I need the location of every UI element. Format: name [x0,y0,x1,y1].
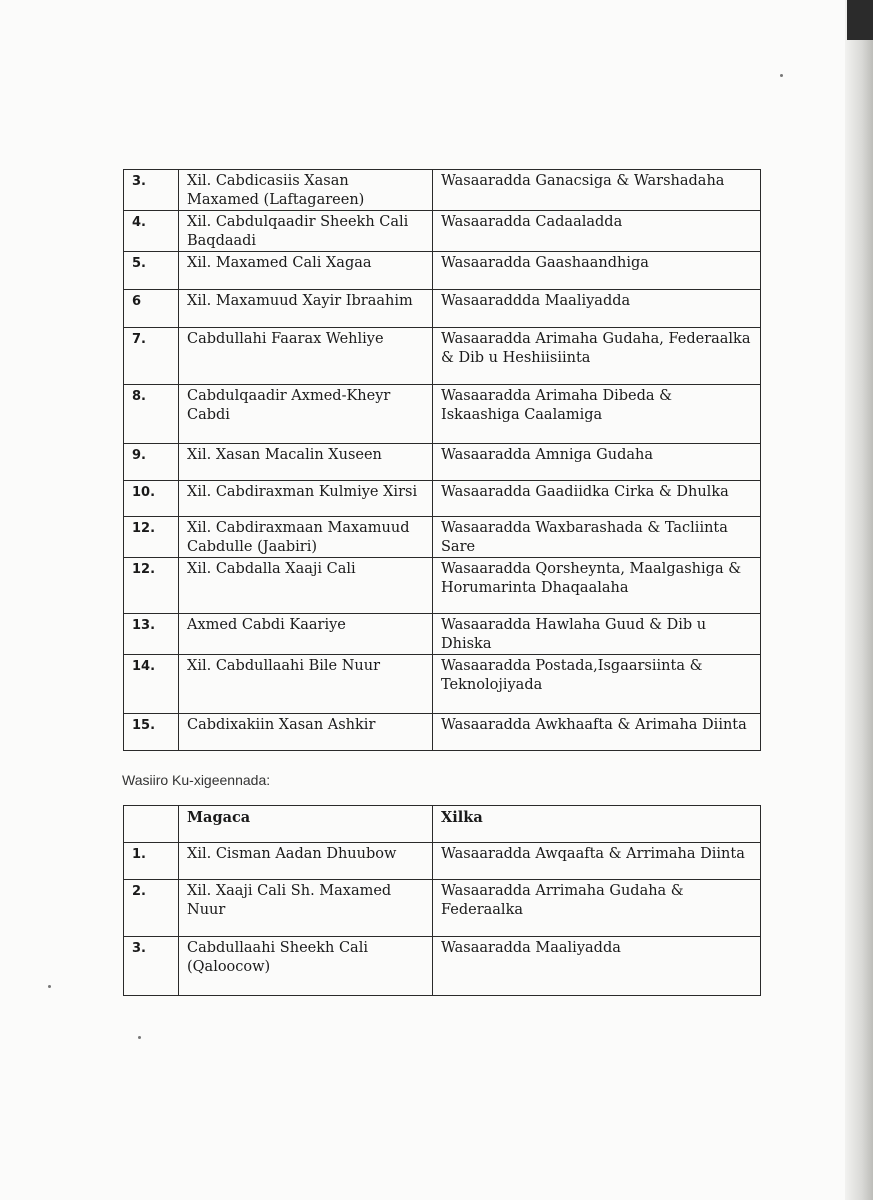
row-number: 2. [124,880,179,937]
table-row [124,170,761,211]
table-row [124,290,761,328]
row-number: 12. [124,558,179,614]
scan-corner-mark [847,0,873,40]
deputy-minister-name: Xil. Xaaji Cali Sh. Maxamed Nuur [179,880,433,937]
minister-name: Cabdulqaadir Axmed-Kheyr Cabdi [179,385,433,444]
ministry-name: Wasaaradda Arimaha Gudaha, Federaalka & Dib u Heshiisiinta [433,328,761,385]
table-row [124,655,761,714]
table-header-row [124,806,761,843]
table-row [124,880,761,937]
header-ministry: Xilka [433,806,761,843]
ministry-name: Wasaaradda Amniga Gudaha [433,444,761,481]
deputy-ministers-table [123,805,761,996]
table-row [124,328,761,385]
row-number: 7. [124,328,179,385]
ministry-name: Wasaaradda Gaadiidka Cirka & Dhulka [433,481,761,517]
table-row [124,558,761,614]
ministry-name: Wasaaradda Awkhaafta & Arimaha Diinta [433,714,761,751]
row-number: 13. [124,614,179,655]
minister-name: Xil. Maxamed Cali Xagaa [179,252,433,290]
ministry-name: Wasaaradda Postada,Isgaarsiinta & Teknolojiyada [433,655,761,714]
minister-name: Xil. Cabdalla Xaaji Cali [179,558,433,614]
ministry-name: Wasaaradda Qorsheynta, Maalgashiga & Horumarinta Dhaqaalaha [433,558,761,614]
row-number: 14. [124,655,179,714]
row-number: 3. [124,170,179,211]
minister-name: Xil. Cabdulqaadir Sheekh Cali Baqdaadi [179,211,433,252]
deputy-minister-name: Cabdullaahi Sheekh Cali (Qaloocow) [179,937,433,996]
minister-name: Xil. Cabdiraxmaan Maxamuud Cabdulle (Jaabiri) [179,517,433,558]
section-label-deputy-ministers: Wasiiro Ku-xigeennada: [122,772,271,788]
ministry-name: Wasaaradda Ganacsiga & Warshadaha [433,170,761,211]
table-row [124,843,761,880]
ministers-table [123,169,761,751]
table-row [124,385,761,444]
table-row [124,714,761,751]
row-number: 9. [124,444,179,481]
scan-speck [780,74,783,77]
ministry-name: Wasaaradda Arrimaha Gudaha & Federaalka [433,880,761,937]
ministry-name: Wasaaradda Waxbarashada & Tacliinta Sare [433,517,761,558]
table-row [124,252,761,290]
minister-name: Cabdullahi Faarax Wehliye [179,328,433,385]
table-row [124,211,761,252]
deputy-minister-name: Xil. Cisman Aadan Dhuubow [179,843,433,880]
minister-name: Axmed Cabdi Kaariye [179,614,433,655]
ministry-name: Wasaaradda Cadaaladda [433,211,761,252]
minister-name: Xil. Maxamuud Xayir Ibraahim [179,290,433,328]
header-name: Magaca [179,806,433,843]
row-number: 5. [124,252,179,290]
row-number: 10. [124,481,179,517]
minister-name: Xil. Cabdiraxman Kulmiye Xirsi [179,481,433,517]
row-number: 15. [124,714,179,751]
row-number: 6 [124,290,179,328]
table-row [124,481,761,517]
minister-name: Xil. Xasan Macalin Xuseen [179,444,433,481]
ministry-name: Wasaaradda Maaliyadda [433,937,761,996]
header-number [124,806,179,843]
scan-speck [48,985,51,988]
scan-speck [138,1036,141,1039]
minister-name: Xil. Cabdullaahi Bile Nuur [179,655,433,714]
ministry-name: Wasaaradda Awqaafta & Arrimaha Diinta [433,843,761,880]
ministry-name: Wasaaraddda Maaliyadda [433,290,761,328]
row-number: 12. [124,517,179,558]
table-row [124,444,761,481]
table-row [124,937,761,996]
row-number: 4. [124,211,179,252]
row-number: 1. [124,843,179,880]
scan-edge [845,0,873,1200]
row-number: 8. [124,385,179,444]
table-row [124,517,761,558]
ministry-name: Wasaaradda Hawlaha Guud & Dib u Dhiska [433,614,761,655]
minister-name: Cabdixakiin Xasan Ashkir [179,714,433,751]
ministry-name: Wasaaradda Gaashaandhiga [433,252,761,290]
ministry-name: Wasaaradda Arimaha Dibeda & Iskaashiga Caalamiga [433,385,761,444]
table-row [124,614,761,655]
minister-name: Xil. Cabdicasiis Xasan Maxamed (Laftagareen) [179,170,433,211]
row-number: 3. [124,937,179,996]
